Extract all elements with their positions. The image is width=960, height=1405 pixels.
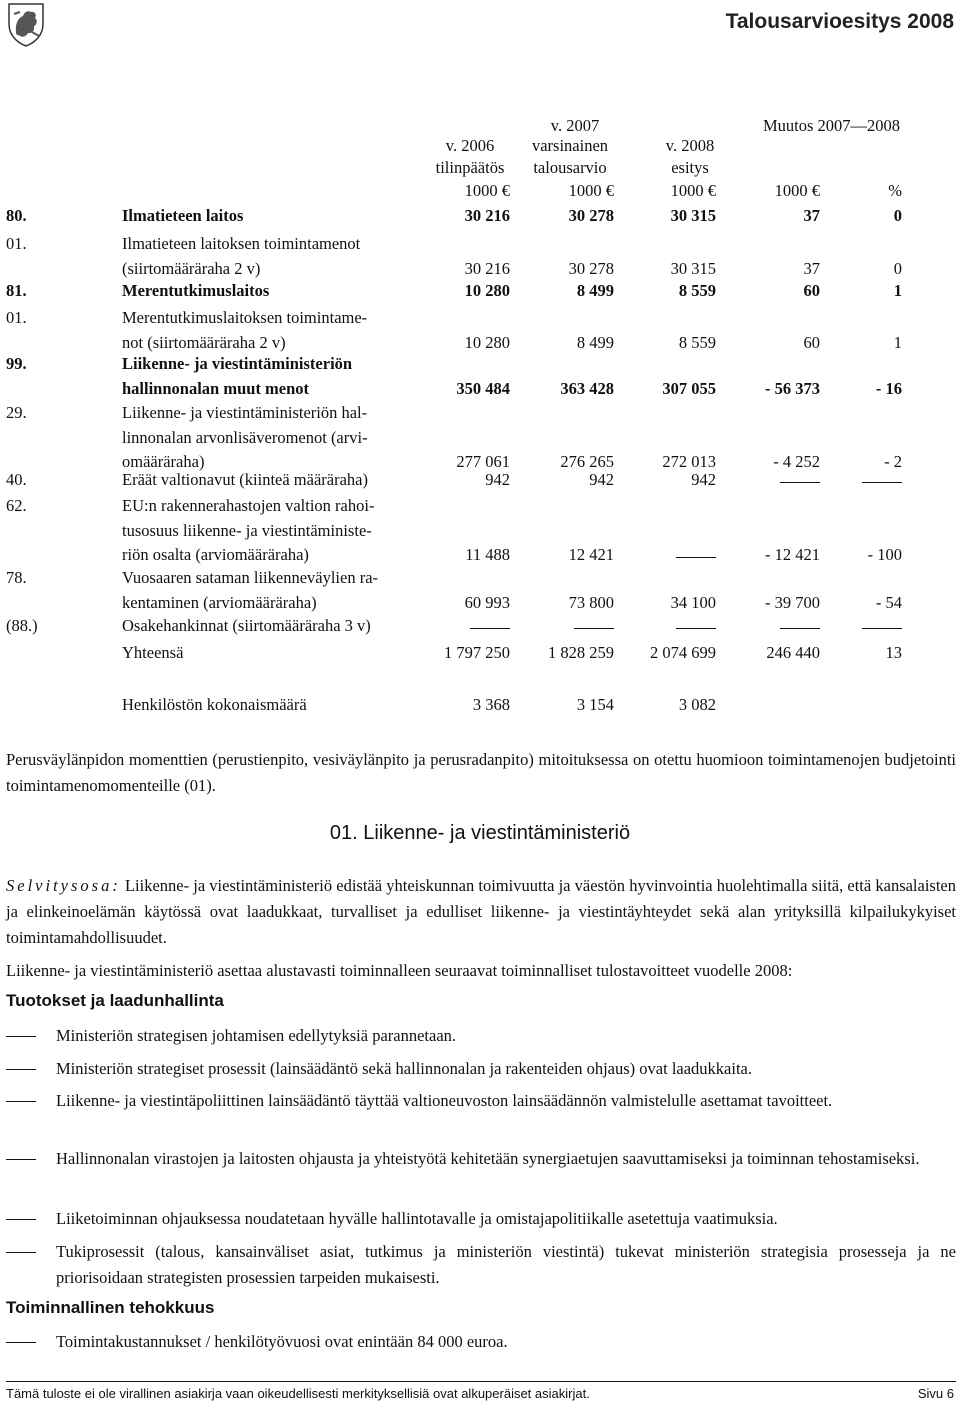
row-value: 350 484 [456,378,510,398]
row-value: 0 [893,258,902,278]
row-value: 8 499 [576,281,614,300]
staff-value: 3 154 [576,695,614,714]
row-value: 37 [803,258,820,278]
list-item: Hallinnonalan virastojen ja laitosten ohjausta ja yhteistyötä kehitetään synergiaetujen saavuttamiseksi ja toiminnan tehostamiseksi. [56,1149,920,1168]
row-value: 11 488 [465,545,510,564]
row-value: - 12 421 [765,545,820,564]
row-value: 277 061 [456,452,510,471]
row-label: EU:n rakennerahastojen valtion rahoi- [122,496,375,515]
row-label: Liikenne- ja viestintäministeriön [122,354,353,373]
column-header-2008-type: esitys [671,158,709,177]
row-code: 81. [6,281,27,300]
heading-tehokkuus: Toiminnallinen tehokkuus [6,1298,215,1317]
bullet-dash [6,1036,36,1037]
bullet-dash [6,1252,36,1253]
staff-label: Henkilöstön kokonaismäärä [122,695,307,714]
total-value: 1 797 250 [444,643,510,662]
list-item: Ministeriön strategiset prosessit (lainsäädäntö sekä hallinnonalan ja rakenteiden ohjaus) ovat laadukkaita. [56,1059,752,1078]
row-value: - 100 [867,545,902,564]
row-value: - 56 373 [765,378,820,398]
footer-disclaimer: Tämä tuloste ei ole virallinen asiakirja vaan oikeudellisesti merkityksellisiä ovat alkuperäiset asiakirjat. [6,1386,590,1401]
row-label: Merentutkimuslaitos [122,281,270,300]
column-header-2007-type: varsinainen [531,136,609,155]
row-value: 60 [803,332,820,352]
row-code: 01. [6,234,27,253]
row-value: 30 278 [568,206,614,225]
row-value: 73 800 [568,592,614,612]
row-value: - 4 252 [773,452,820,471]
finnish-lion-crest-icon [6,2,46,48]
row-value: 272 013 [662,452,716,471]
selvitysosa-label: Selvitysosa: [6,876,121,895]
row-value: 37 [803,206,820,225]
row-value: - 39 700 [765,592,820,612]
list-item: Ministeriön strategisen johtamisen edellytyksiä parannetaan. [56,1026,457,1045]
bullet-dash [6,1101,36,1102]
row-label: Ilmatieteen laitoksen toimintamenot [122,234,361,253]
row-code: 78. [6,568,27,587]
column-header-2006-year: v. 2006 [445,136,495,155]
list-item: Tukiprosessit (talous, kansainväliset asiat, tutkimus ja ministeriön viestintä) tukevat ministeriön strategisia prosesseja ja ne priorisoidaan strategisten prosessien tarpeiden mukaisesti. [56,1242,956,1287]
staff-value: 3 368 [472,695,510,714]
column-header-2007-budget: talousarvio [533,158,607,177]
row-value: 10 280 [464,281,510,300]
column-unit-change: 1000 € [774,181,820,200]
row-value: 30 278 [568,258,614,278]
row-value: - 2 [884,452,902,471]
row-code: 29. [6,403,27,422]
list-item: Liikenne- ja viestintäpoliittinen lainsäädäntö täyttää valtioneuvoston lainsäädännön valmistelulle asettamat tavoitteet. [56,1091,833,1110]
empty-value-dash [470,628,510,629]
row-value: 8 499 [576,332,614,352]
selvitysosa-paragraph [6,873,956,951]
row-value: 363 428 [560,378,614,398]
total-label: Yhteensä [122,643,184,662]
row-label: Vuosaaren sataman liikenneväylien ra- [122,568,379,587]
row-value: 1 [893,332,902,352]
column-header-2006-type: tilinpäätös [435,158,505,177]
row-value: 276 265 [560,452,614,471]
row-value: 30 315 [670,206,716,225]
empty-value-dash [780,628,820,629]
row-code: 01. [6,308,27,327]
column-header-muutos: Muutos 2007—2008 [762,116,900,135]
row-value: 0 [893,206,902,225]
row-label: Eräät valtionavut (kiinteä määräraha) [122,470,368,489]
row-value: 8 559 [678,281,716,300]
list-item: Liiketoiminnan ohjauksessa noudatetaan hyvälle hallintotavalle ja omistajapolitiikalle asetettuja vaatimuksia. [56,1209,778,1228]
row-code: 80. [6,206,27,225]
row-label: Ilmatieteen laitos [122,206,244,225]
heading-tuotokset: Tuotokset ja laadunhallinta [6,991,224,1010]
footer-divider [6,1381,956,1382]
document-title: Talousarvioesitys 2008 [725,10,954,33]
row-label: not (siirtomääräraha 2 v) [122,332,286,352]
row-value: 30 315 [670,258,716,278]
row-label: tusosuus liikenne- ja viestintäministe- [122,520,372,540]
selvitysosa-text: Liikenne- ja viestintäministeriö edistää yhteiskunnan toimivuutta ja väestön hyvinvointia huolehtimalla siitä, että kansalaisten ja elinkeinoelämän käytössä ovat laadukkaat, turvalliset ja edulliset liikenne- ja viestintäyhteydet sekä alan yrityksillä kilpailukykyiset toimintamahdollisuudet. [6,876,957,947]
column-unit-percent: % [888,181,902,200]
bullet-dash [6,1342,36,1343]
column-header-2008-year: v. 2008 [665,136,715,155]
empty-value-dash [862,482,902,483]
row-label: riön osalta (arviomääräraha) [122,545,309,564]
row-value: 12 421 [568,545,614,564]
empty-value-dash [676,557,716,558]
list-item: Toimintakustannukset / henkilötyövuosi ovat enintään 84 000 euroa. [56,1332,508,1351]
row-value: 34 100 [670,592,716,612]
row-value: - 54 [875,592,902,612]
total-value: 2 074 699 [650,643,716,662]
empty-value-dash [862,628,902,629]
row-label: omääräraha) [122,452,205,471]
column-unit-2008: 1000 € [670,181,716,200]
empty-value-dash [780,482,820,483]
bullet-dash [6,1219,36,1220]
column-unit-2007: 1000 € [568,181,614,200]
row-label: Merentutkimuslaitoksen toimintame- [122,308,368,327]
row-code: (88.) [6,616,38,635]
row-value: 60 [803,281,820,300]
row-value: 1 [893,281,902,300]
column-unit-2006: 1000 € [464,181,510,200]
total-value: 246 440 [766,643,820,662]
bullet-dash [6,1069,36,1070]
page-number: Sivu 6 [917,1386,954,1401]
row-label: Liikenne- ja viestintäministeriön hal- [122,403,368,422]
row-code: 62. [6,496,27,515]
row-label: kentaminen (arviomääräraha) [122,592,317,612]
intro-paragraph: Liikenne- ja viestintäministeriö asettaa alustavasti toiminnalleen seuraavat toiminnalliset tulostavoitteet vuodelle 2008: [6,961,793,980]
row-label: (siirtomääräraha 2 v) [122,258,261,278]
note-paragraph: Perusväylänpidon momenttien (perustienpito, vesiväylänpito ja perusradanpito) mitoituksessa on otettu huomioon toimintamenojen budjetointi toimintamenomomenteille (01). [6,750,956,795]
row-value: 8 559 [678,332,716,352]
row-value: 942 [691,470,716,489]
row-label: hallinnonalan muut menot [122,378,310,398]
row-value: 30 216 [464,206,510,225]
section-title: 01. Liikenne- ja viestintäministeriö [329,822,631,844]
column-header-2007-year: v. 2007 [550,116,600,135]
row-label: Osakehankinnat (siirtomääräraha 3 v) [122,616,371,635]
row-value: 60 993 [464,592,510,612]
empty-value-dash [574,628,614,629]
row-value: 30 216 [464,258,510,278]
row-label: linnonalan arvonlisäveromenot (arvi- [122,427,368,447]
total-value: 13 [885,643,902,662]
row-value: 307 055 [662,378,716,398]
bullet-dash [6,1159,36,1160]
row-code: 99. [6,354,27,373]
row-value: 10 280 [464,332,510,352]
row-value: 942 [589,470,614,489]
row-value: - 16 [875,378,902,398]
row-value: 942 [485,470,510,489]
row-code: 40. [6,470,27,489]
total-value: 1 828 259 [548,643,614,662]
empty-value-dash [676,628,716,629]
staff-value: 3 082 [678,695,716,714]
